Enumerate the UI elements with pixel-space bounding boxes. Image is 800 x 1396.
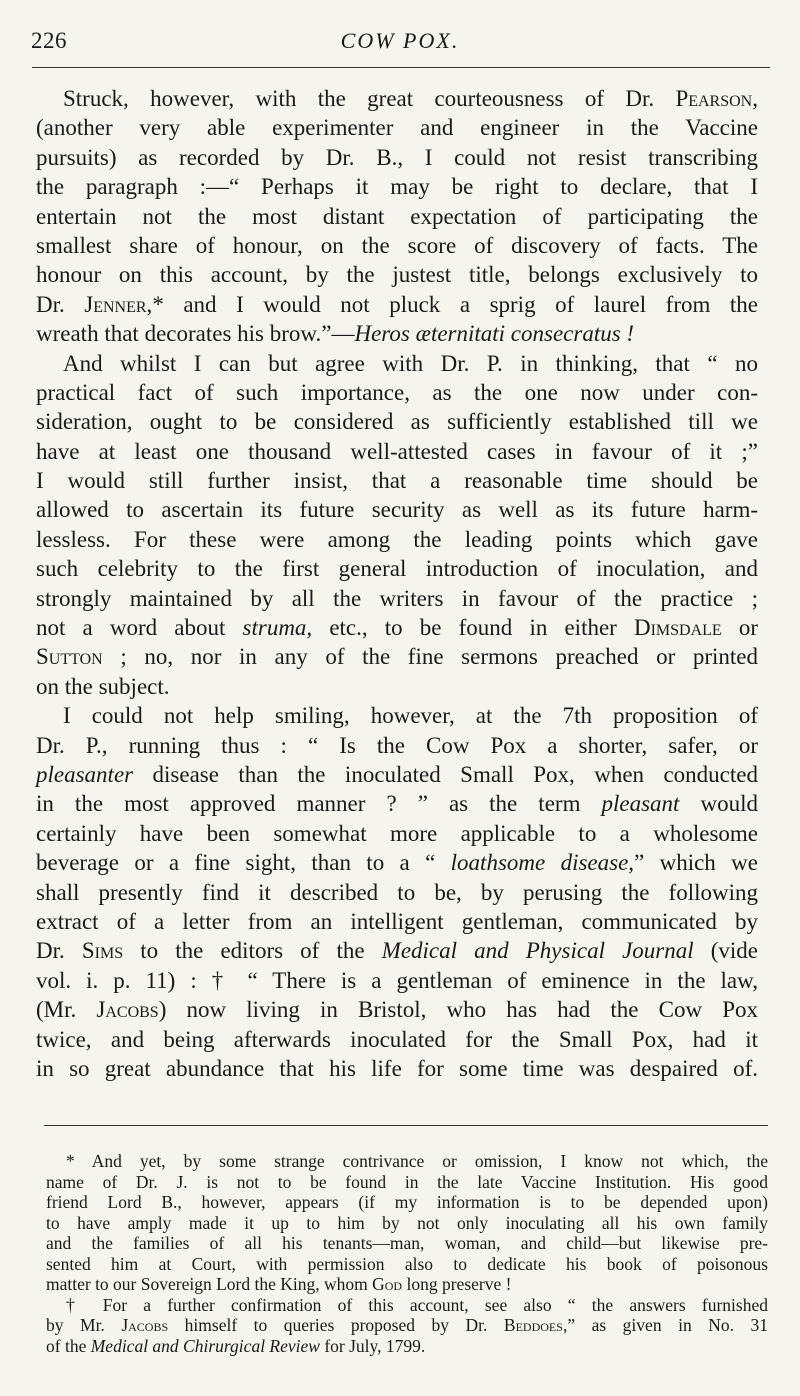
footnote-line: friend Lord B., however, appears (if my information is to be depended upon) — [46, 1192, 768, 1212]
text-line: Sutton ; no, nor in any of the fine sermons preached or printed — [36, 644, 758, 670]
footnote-line: † For a further confirmation of this account, see also “ the answers furnished — [66, 1294, 768, 1315]
footnote-line: by Mr. Jacobs himself to queries proposed by Dr. Beddoes,” as given in No. 31 — [46, 1315, 768, 1335]
text-line: smallest share of honour, on the score of discovery of facts. The — [36, 232, 758, 258]
text-line: I could not help smiling, however, at the 7th proposition of — [63, 703, 758, 729]
text-line: sideration, ought to be considered as sufficiently established till we — [36, 409, 758, 435]
text-line: not a word about struma, etc., to be found in either Dimsdale or — [36, 615, 759, 641]
footnote-line: and the families of all his tenants—man, woman, and child—but likewise pre- — [46, 1233, 768, 1253]
text-line: have at least one thousand well-attested cases in favour of it ;” — [36, 438, 758, 464]
text-line: in the most approved manner ? ” as the term pleasant would — [36, 791, 758, 817]
text-line: the paragraph :—“ Perhaps it may be right to declare, that I — [36, 174, 758, 200]
text-line: on the subject. — [36, 673, 170, 699]
footnote-line: * And yet, by some strange contrivance or omission, I know not which, the — [66, 1151, 768, 1171]
text-line: Dr. Jenner,* and I would not pluck a sprig of laurel from the — [36, 291, 759, 317]
text-line: wreath that decorates his brow.”—Heros æternitati consecratus ! — [36, 321, 635, 347]
header-rule — [32, 67, 770, 68]
text-line: honour on this account, by the justest title, belongs exclusively to — [36, 262, 758, 288]
text-line: extract of a letter from an intelligent gentleman, communicated by — [36, 908, 758, 934]
footnote-rule — [44, 1125, 768, 1126]
text-line: certainly have been somewhat more applicable to a wholesome — [36, 820, 758, 846]
text-line: twice, and being afterwards inoculated for the Small Pox, had it — [36, 1026, 758, 1052]
text-line: such celebrity to the first general introduction of inoculation, and — [36, 556, 758, 582]
text-line: allowed to ascertain its future security as well as its future harm- — [36, 497, 758, 523]
footnote-line: name of Dr. J. is not to be found in the late Vaccine Institution. His good — [46, 1171, 768, 1192]
text-line: (another very able experimenter and engineer in the Vaccine — [36, 115, 758, 141]
running-head — [0, 26, 800, 62]
text-line: vol. i. p. 11) : † “ There is a gentleman of eminence in the law, — [36, 967, 758, 993]
footnote-line: to have amply made it up to him by not only inoculating all his own family — [46, 1212, 768, 1233]
text-line: beverage or a fine sight, than to a “ loathsome disease,” which we — [36, 850, 758, 876]
text-line: entertain not the most distant expectation of participating the — [36, 203, 758, 229]
text-line: Struck, however, with the great courteousness of Dr. Pearson, — [63, 86, 758, 111]
text-line: I would still further insist, that a reasonable time should be — [36, 468, 758, 494]
text-line: Dr. Sims to the editors of the Medical and Physical Journal (vide — [36, 938, 758, 964]
text-line: (Mr. Jacobs) now living in Bristol, who has had the Cow Pox — [36, 997, 759, 1023]
footnote-line: sented him at Court, with permission also to dedicate his book of poisonous — [46, 1253, 768, 1274]
text-line: in so great abundance that his life for some time was despaired of. — [36, 1055, 758, 1081]
page-number: 226 — [31, 28, 67, 53]
text-line: Dr. P., running thus : “ Is the Cow Pox a shorter, safer, or — [36, 732, 758, 758]
body-text — [36, 84, 758, 1083]
footnote-line: matter to our Sovereign Lord the King, whom God long preserve ! — [46, 1274, 512, 1294]
text-line: pleasanter disease than the inoculated Small Pox, when conducted — [36, 761, 758, 787]
text-line: practical fact of such importance, as the one now under con- — [36, 379, 758, 405]
text-line: And whilst I can but agree with Dr. P. in thinking, that “ no — [63, 350, 758, 376]
running-title: COW POX. — [340, 28, 460, 53]
text-line: strongly maintained by all the writers in favour of the practice ; — [36, 585, 758, 611]
text-line: lessless. For these were among the leading points which gave — [36, 526, 758, 552]
text-line: shall presently find it described to be, by perusing the following — [36, 879, 758, 905]
footnotes — [46, 1151, 768, 1356]
text-line: pursuits) as recorded by Dr. B., I could not resist transcribing — [36, 144, 758, 170]
footnote-line: of the Medical and Chirurgical Review for July, 1799. — [46, 1335, 426, 1356]
